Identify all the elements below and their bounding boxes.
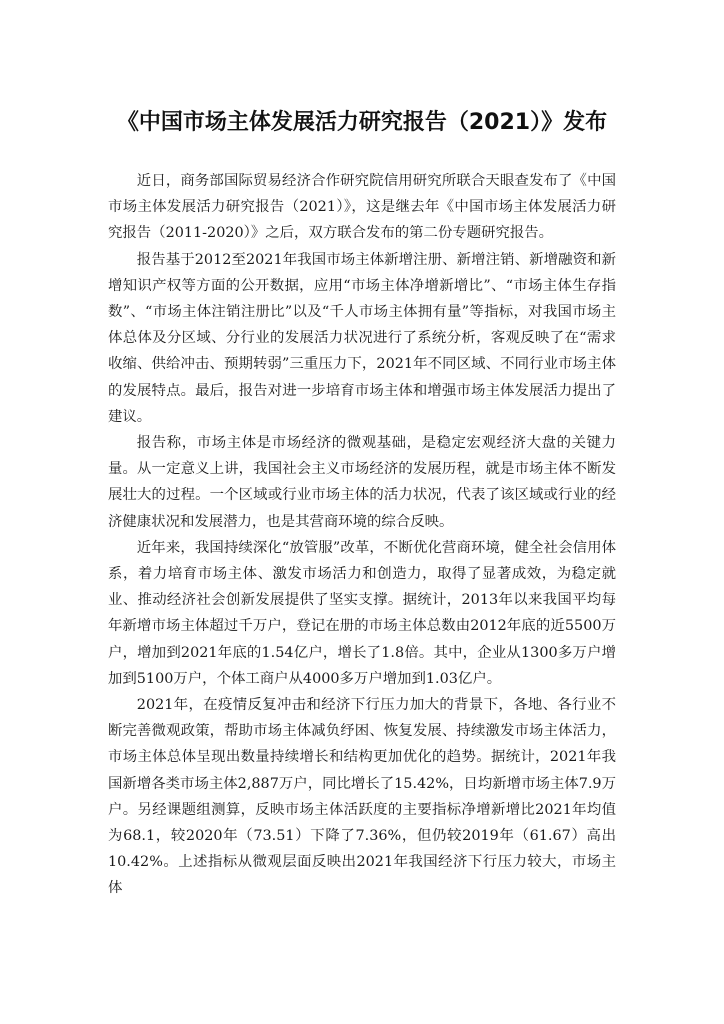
- paragraph-1: 近日，商务部国际贸易经济合作研究院信用研究所联合天眼查发布了《中国市场主体发展活力研究报告（2021）》，这是继去年《中国市场主体发展活力研究报告（2011-2020）》之后，双方联合发布的第二份专题研究报告。: [108, 173, 616, 242]
- paragraph-4: 近年来，我国持续深化“放管服”改革，不断优化营商环境，健全社会信用体系，着力培育市场主体、激发市场活力和创造力，取得了显著成效，为稳定就业、推动经济社会创新发展提供了坚实支撑。据统计，2013年以来我国平均每年新增市场主体超过千万户，登记在册的市场主体总数由2012年底的近5500万户，增加到2021年底的1.54亿户，增长了1.8倍。其中，企业从1300多万户增加到5100万户，个体工商户从4000多万户增加到1.03亿户。: [108, 539, 616, 687]
- article-body: [108, 168, 616, 902]
- paragraph-5: 2021年，在疫情反复冲击和经济下行压力加大的背景下，各地、各行业不断完善微观政策，帮助市场主体减负纾困、恢复发展、持续激发市场主体活力，市场主体总体呈现出数量持续增长和结构更加优化的趋势。据统计，2021年我国新增各类市场主体2,887万户，同比增长了15.42%，日均新增市场主体7.9万户。另经课题组测算，反映市场主体活跃度的主要指标净增新增比2021年均值为68.1，较2020年（73.51）下降了7.36%，但仍较2019年（61.67）高出10.42%。上述指标从微观层面反映出2021年我国经济下行压力较大，市场主体: [108, 697, 616, 897]
- paragraph-2: 报告基于2012至2021年我国市场主体新增注册、新增注销、新增融资和新增知识产权等方面的公开数据，应用“市场主体净增新增比”、“市场主体生存指数”、“市场主体注销注册比”以及“千人市场主体拥有量”等指标，对我国市场主体总体及分区域、分行业的发展活力状况进行了系统分析，客观反映了在“需求收缩、供给冲击、预期转弱”三重压力下，2021年不同区域、不同行业市场主体的发展特点。最后，报告对进一步培育市场主体和增强市场主体发展活力提出了建议。: [108, 251, 616, 425]
- paragraph-3: 报告称，市场主体是市场经济的微观基础，是稳定宏观经济大盘的关键力量。从一定意义上讲，我国社会主义市场经济的发展历程，就是市场主体不断发展壮大的过程。一个区域或行业市场主体的活力状况，代表了该区域或行业的经济健康状况和发展潜力，也是其营商环境的综合反映。: [108, 435, 616, 530]
- document-title: 《中国市场主体发展活力研究报告（2021）》发布: [116, 109, 608, 135]
